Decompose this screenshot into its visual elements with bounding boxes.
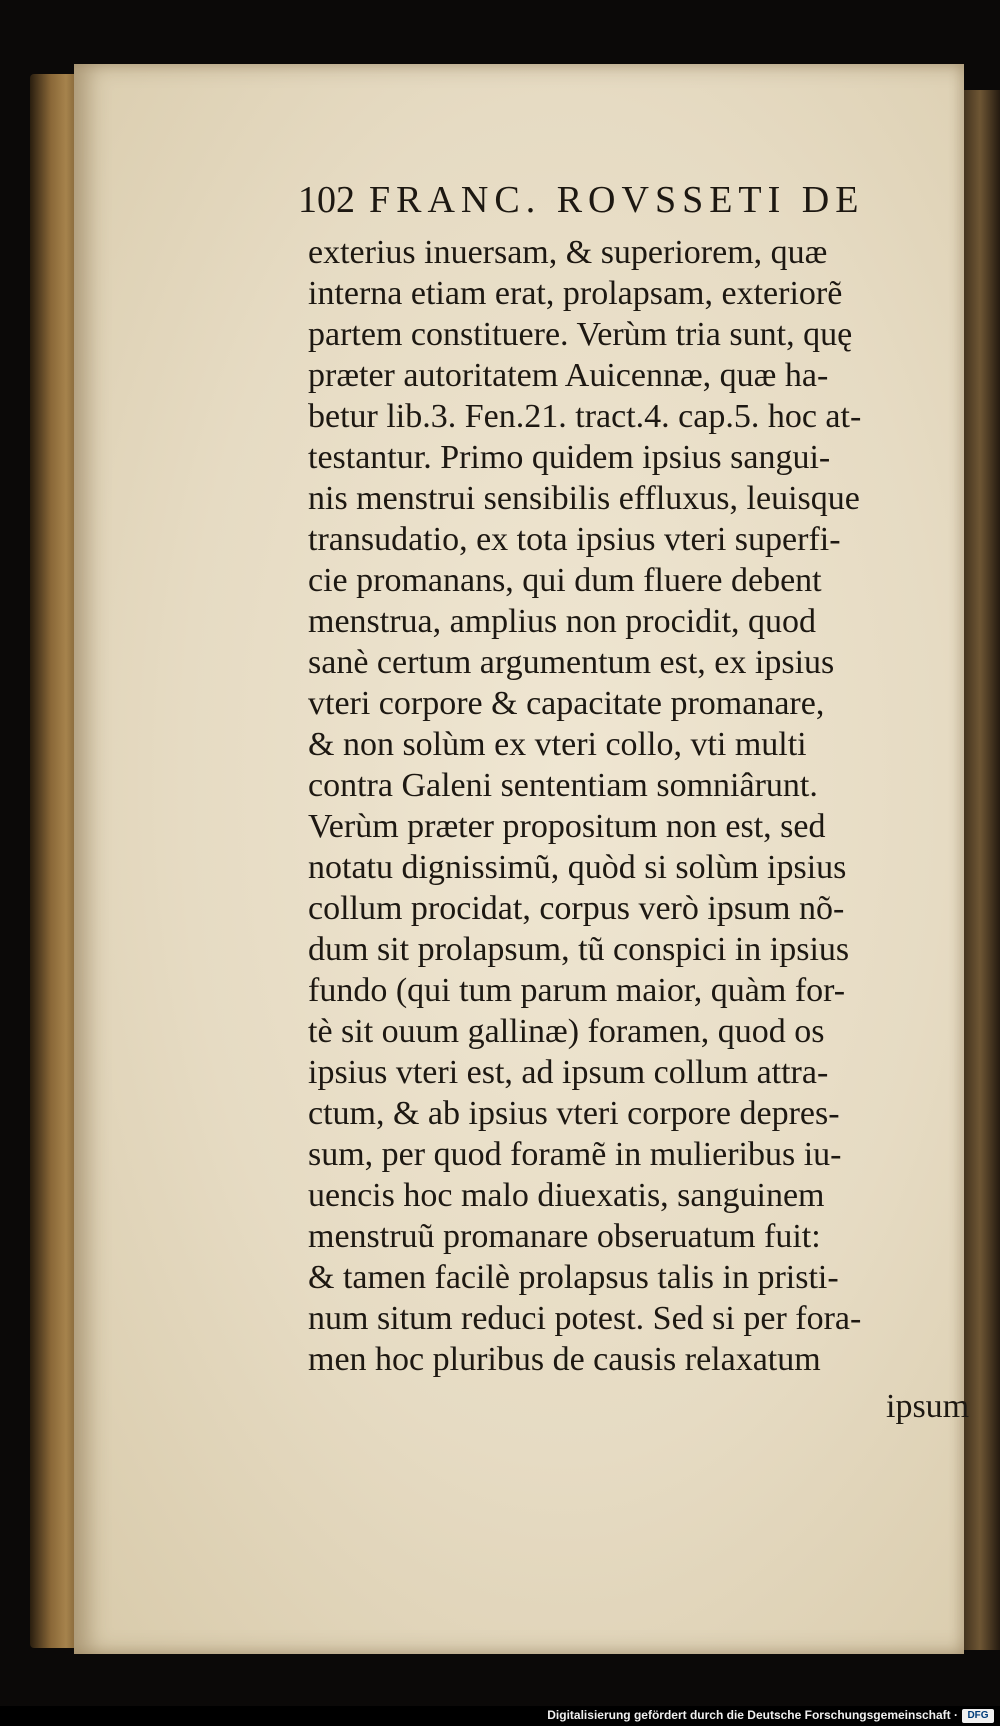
footer-credit: Digitalisierung gefördert durch die Deutsche Forschungsgemeinschaft ·	[547, 1708, 958, 1722]
text-line: notatu dignissimũ, quòd si solùm ipsius	[308, 849, 847, 886]
text-line: sanè certum argumentum est, ex ipsius	[308, 644, 835, 681]
body-text	[308, 232, 998, 1380]
text-line: exterius inuersam, & superiorem, quæ	[308, 234, 828, 271]
text-line: men hoc pluribus de causis relaxatum	[308, 1341, 821, 1378]
running-head	[298, 178, 898, 228]
dfg-logo: DFG	[962, 1709, 994, 1723]
text-line: fundo (qui tum parum maior, quàm for-	[308, 972, 846, 1009]
text-line: vteri corpore & capacitate promanare,	[308, 685, 825, 722]
text-line: interna etiam erat, prolapsam, exteriorẽ	[308, 275, 843, 312]
text-line: & tamen facilè prolapsus talis in pristi-	[308, 1259, 839, 1296]
text-line: collum procidat, corpus verò ipsum nõ-	[308, 890, 845, 927]
text-line: uencis hoc malo diuexatis, sanguinem	[308, 1177, 825, 1214]
text-line: partem constituere. Verùm tria sunt, quę	[308, 316, 853, 353]
text-line: sum, per quod foramẽ in mulieribus iu-	[308, 1136, 842, 1173]
text-line: testantur. Primo quidem ipsius sangui-	[308, 439, 831, 476]
text-line: Verùm præter propositum non est, sed	[308, 808, 826, 845]
text-line: transudatio, ex tota ipsius vteri superfi-	[308, 521, 841, 558]
text-line: ctum, & ab ipsius vteri corpore depres-	[308, 1095, 840, 1132]
text-line: num situm reduci potest. Sed si per fora-	[308, 1300, 862, 1337]
text-line: dum sit prolapsum, tũ conspici in ipsius	[308, 931, 850, 968]
text-line: nis menstrui sensibilis effluxus, leuisque	[308, 480, 860, 517]
text-line: & non solùm ex vteri collo, vti multi	[308, 726, 807, 763]
text-line: betur lib.3. Fen.21. tract.4. cap.5. hoc at-	[308, 398, 862, 435]
text-line: præter autoritatem Auicennæ, quæ ha-	[308, 357, 829, 394]
catchword: ipsum	[886, 1388, 970, 1425]
text-line: menstruũ promanare obseruatum fuit:	[308, 1218, 821, 1255]
text-line: contra Galeni sententiam somniârunt.	[308, 767, 818, 804]
running-head-title: FRANC. ROVSSETI DE	[369, 179, 865, 221]
page-number: 102	[298, 179, 355, 221]
text-line: ipsius vteri est, ad ipsum collum attra-	[308, 1054, 829, 1091]
text-line: cie promanans, qui dum fluere debent	[308, 562, 822, 599]
text-line: tè sit ouum gallinæ) foramen, quod os	[308, 1013, 825, 1050]
text-line: menstrua, amplius non procidit, quod	[308, 603, 817, 640]
